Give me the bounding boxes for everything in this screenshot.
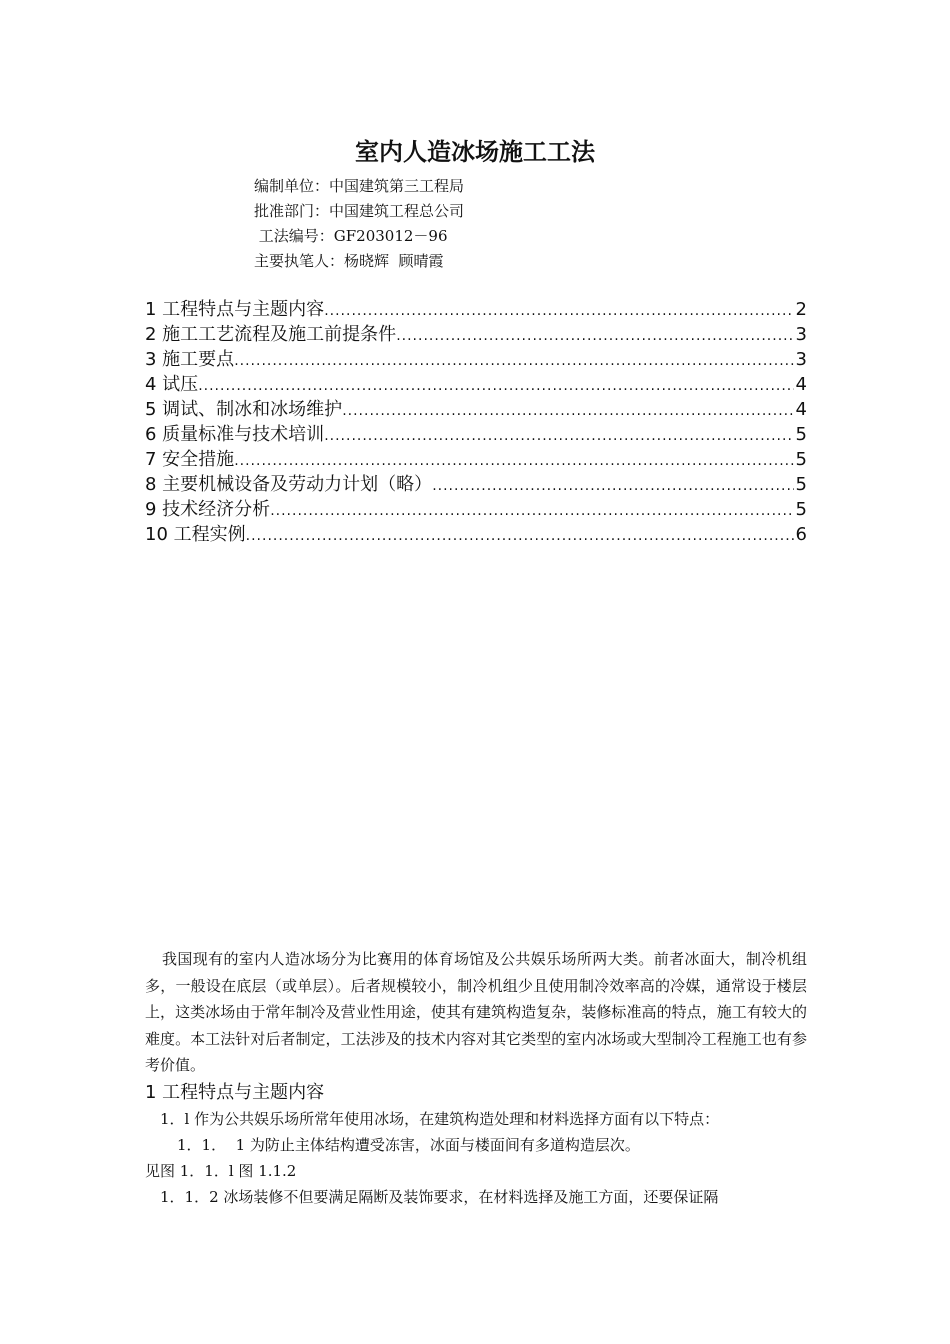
toc-entry[interactable] (145, 422, 807, 447)
meta-label: 工法编号： (254, 227, 334, 245)
toc-entry[interactable] (145, 522, 807, 547)
meta-approving-dept (254, 199, 464, 224)
document-title: 室内人造冰场施工工法 (355, 138, 595, 166)
toc-entry[interactable] (145, 347, 807, 372)
meta-label: 编制单位： (254, 177, 330, 195)
toc-leader (246, 524, 794, 549)
toc-leader (432, 474, 793, 499)
toc-page: 3 (795, 349, 807, 370)
toc-page: 6 (795, 524, 807, 545)
figure-reference: 见图 1．1．l 图 1.1.2 (145, 1161, 297, 1180)
document-meta (254, 174, 464, 274)
toc-leader (396, 324, 793, 349)
toc-title: 8 主要机械设备及劳动力计划（略） (145, 474, 433, 495)
toc-leader (270, 499, 793, 524)
meta-value: 杨晓辉 顾晴霞 (344, 252, 444, 270)
table-of-contents (145, 297, 807, 547)
meta-main-authors (254, 249, 464, 274)
meta-label: 主要执笔人： (254, 252, 345, 270)
toc-page: 4 (795, 374, 807, 395)
toc-leader (324, 424, 793, 449)
toc-title: 3 施工要点 (145, 349, 235, 370)
toc-leader (198, 374, 793, 399)
toc-page: 4 (795, 399, 807, 420)
toc-title: 5 调试、制冰和冰场维护 (145, 399, 343, 420)
body-text (145, 946, 807, 1210)
meta-compiling-unit (254, 174, 464, 199)
toc-entry[interactable] (145, 447, 807, 472)
toc-page: 5 (795, 449, 807, 470)
toc-title: 7 安全措施 (145, 449, 235, 470)
toc-page: 5 (795, 474, 807, 495)
meta-label: 批准部门： (254, 202, 330, 220)
meta-method-number (254, 224, 464, 249)
toc-leader (342, 399, 793, 424)
toc-title: 4 试压 (145, 374, 199, 395)
meta-value: 中国建筑第三工程局 (329, 177, 465, 195)
toc-title: 10 工程实例 (145, 524, 246, 545)
meta-value: 中国建筑工程总公司 (329, 202, 465, 220)
toc-page: 3 (795, 324, 807, 345)
section-heading: 1 工程特点与主题内容 (145, 1081, 325, 1103)
toc-title: 6 质量标准与技术培训 (145, 424, 325, 445)
toc-entry[interactable] (145, 497, 807, 522)
toc-entry[interactable] (145, 322, 807, 347)
toc-entry[interactable] (145, 297, 807, 322)
toc-title: 1 工程特点与主题内容 (145, 299, 325, 320)
toc-page: 5 (795, 424, 807, 445)
toc-page: 5 (795, 499, 807, 520)
toc-title: 9 技术经济分析 (145, 499, 271, 520)
toc-entry[interactable] (145, 397, 807, 422)
meta-value: GF203012－96 (333, 227, 448, 245)
toc-entry[interactable] (145, 472, 807, 497)
paragraph-1-1: 1．l 作为公共娱乐场所常年使用冰场，在建筑构造处理和材料选择方面有以下特点： (160, 1109, 720, 1128)
intro-paragraph: 我国现有的室内人造冰场分为比赛用的体育场馆及公共娱乐场所两大类。前者冰面大，制冷机组多，一般设在底层（或单层）。后者规模较小，制冷机组少且使用制冷效率高的冷媒，通常设于楼层上，这类冰场由于常年制冷及营业性用途，使其有建筑构造复杂，装修标准高的特点，施工有较大的难度。本工法针对后者制定，工法涉及的技术内容对其它类型的室内冰场或大型制冷工程施工也有参考价值。 (145, 950, 807, 1074)
paragraph-1-1-1: 1．1． 1 为防止主体结构遭受冻害，冰面与楼面间有多道构造层次。 (177, 1135, 640, 1154)
toc-title: 2 施工工艺流程及施工前提条件 (145, 324, 397, 345)
paragraph-1-1-2: 1．1．2 冰场装修不但要满足隔断及装饰要求，在材料选择及施工方面，还要保证隔 (160, 1187, 719, 1206)
toc-leader (234, 349, 793, 374)
toc-leader (234, 449, 793, 474)
toc-entry[interactable] (145, 372, 807, 397)
toc-page: 2 (795, 299, 807, 320)
toc-leader (324, 299, 793, 324)
